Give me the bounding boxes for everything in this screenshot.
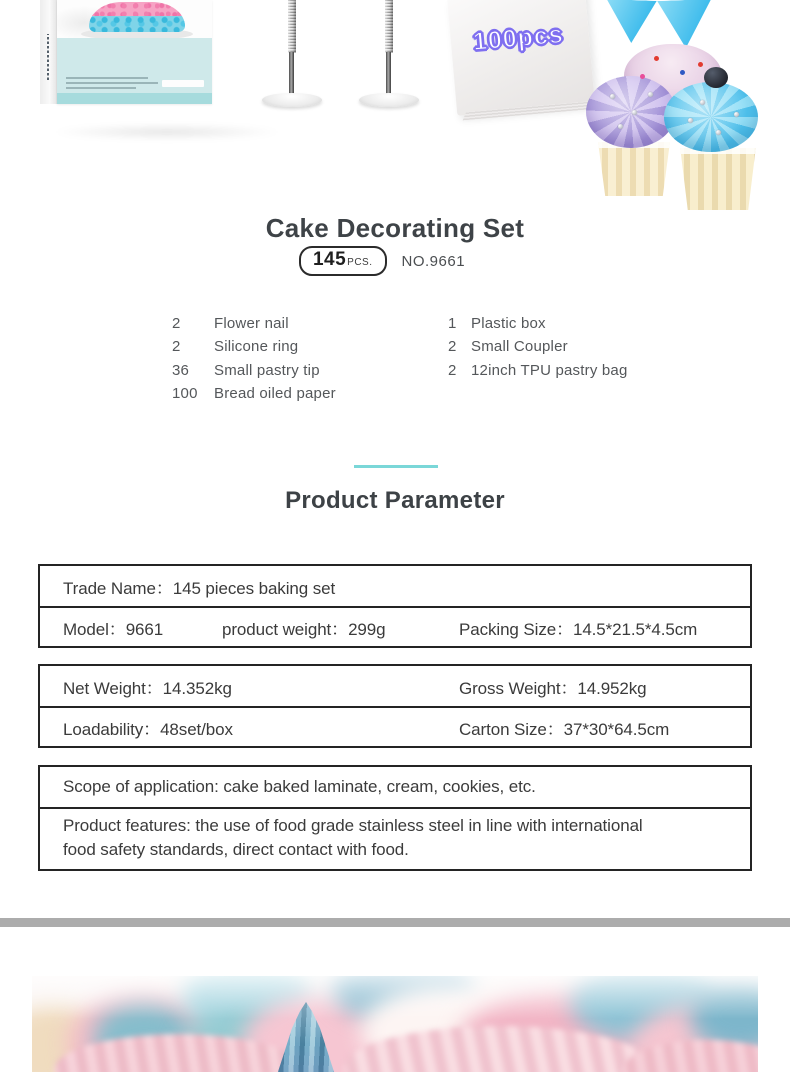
cupcake-purple bbox=[586, 76, 676, 148]
parchment-paper-image bbox=[447, 0, 595, 116]
model-number: NO.9661 bbox=[401, 252, 466, 270]
contents-column-right bbox=[448, 312, 628, 406]
section-heading: Product Parameter bbox=[285, 487, 505, 514]
cupcake-liner bbox=[676, 148, 760, 210]
piece-unit: PCS. bbox=[347, 257, 373, 268]
box-small-label bbox=[162, 80, 204, 87]
contents-item: 2 12inch TPU pastry bag bbox=[448, 361, 628, 379]
spec-row bbox=[40, 767, 750, 807]
spec-table-3 bbox=[38, 765, 752, 871]
frosting-banner-image bbox=[32, 976, 758, 1072]
piece-count: 145 bbox=[312, 249, 347, 270]
box-teal-band bbox=[57, 93, 212, 104]
carton-size-cell: Carton Size：37*30*64.5cm bbox=[459, 719, 670, 739]
contents-list bbox=[172, 312, 628, 406]
contents-item: 36 Small pastry tip bbox=[172, 361, 320, 379]
features-cell: Product features: the use of food grade stainless steel in line with international food safety standards, direct contact with food. bbox=[63, 816, 643, 859]
contents-item: 1 Plastic box bbox=[448, 315, 546, 332]
spec-table-1 bbox=[38, 564, 752, 648]
badge-row bbox=[0, 246, 790, 276]
blueberry bbox=[704, 67, 728, 88]
piece-count-badge bbox=[299, 246, 387, 276]
pastry-bag-image-1 bbox=[605, 0, 656, 44]
box-spine-text bbox=[47, 34, 49, 80]
cake-image bbox=[89, 2, 185, 32]
cupcake-blue bbox=[664, 82, 758, 152]
contents-column-left bbox=[172, 312, 448, 406]
contents-item: 2 Flower nail bbox=[172, 315, 289, 332]
spec-table-2 bbox=[38, 664, 752, 748]
box-spine bbox=[40, 0, 57, 104]
spec-row bbox=[40, 666, 750, 706]
box-cake-photo bbox=[57, 0, 212, 38]
product-title: Cake Decorating Set bbox=[265, 213, 525, 243]
cupcakes-image bbox=[588, 40, 764, 212]
separator-bar bbox=[0, 918, 790, 927]
scope-cell: Scope of application: cake baked laminate, cream, cookies, etc. bbox=[63, 777, 536, 796]
product-weight-cell: product weight：299g bbox=[222, 619, 386, 639]
box-label-panel bbox=[57, 38, 212, 93]
spec-row bbox=[40, 566, 750, 606]
trade-name-cell: Trade Name：145 pieces baking set bbox=[63, 578, 336, 598]
box-face bbox=[57, 0, 212, 104]
contents-item: 2 Small Coupler bbox=[448, 338, 568, 356]
product-box-image bbox=[40, 0, 212, 112]
loadability-cell: Loadability：48set/box bbox=[63, 719, 233, 739]
spec-row bbox=[40, 706, 750, 746]
cupcake-liner bbox=[594, 142, 674, 196]
paper-count-label: 100pcs bbox=[471, 20, 565, 57]
contents-item: 2 Silicone ring bbox=[172, 338, 299, 356]
spec-row bbox=[40, 807, 750, 869]
packing-size-cell: Packing Size：14.5*21.5*4.5cm bbox=[459, 619, 698, 639]
model-cell: Model：9661 bbox=[63, 619, 164, 639]
product-gallery bbox=[0, 0, 790, 210]
gross-weight-cell: Gross Weight：14.952kg bbox=[459, 678, 647, 698]
box-shadow bbox=[52, 124, 282, 140]
contents-item: 100 Bread oiled paper bbox=[172, 385, 336, 403]
spec-row bbox=[40, 606, 750, 646]
section-divider bbox=[354, 465, 438, 468]
net-weight-cell: Net Weight：14.352kg bbox=[63, 678, 232, 698]
